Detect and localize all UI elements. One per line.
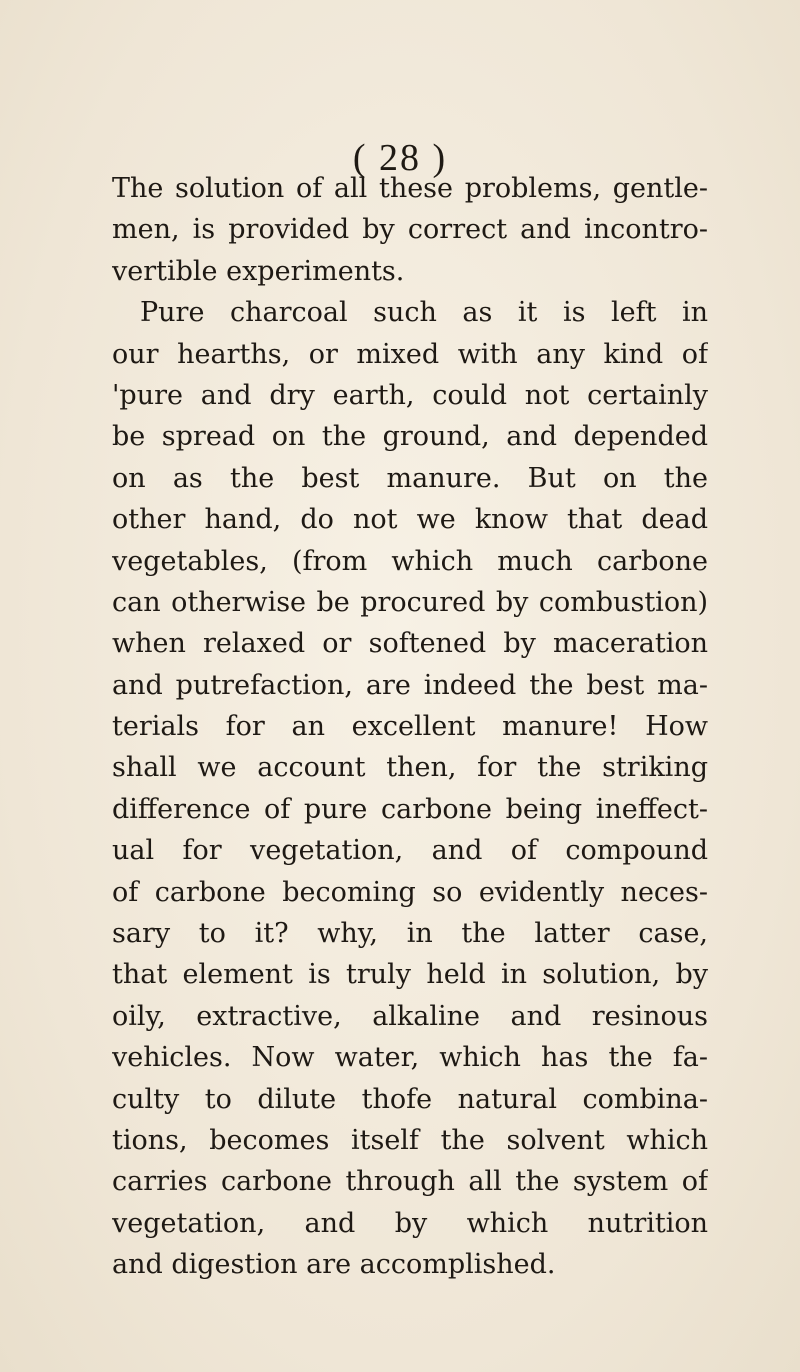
text-line: oily, extractive, alkaline and resinous	[112, 1000, 708, 1032]
text-line: vehicles. Now water, which has the fa-	[112, 1042, 708, 1074]
text-line: terials for an excellent manure! How	[112, 711, 708, 743]
text-line: men, is provided by correct and incontro-	[112, 214, 708, 246]
text-line: 'pure and dry earth, could not certainly	[112, 379, 708, 411]
text-line: The solution of all these problems, gentle-	[112, 173, 708, 204]
text-line: vegetables, (from which much carbone	[112, 545, 708, 577]
body-text	[112, 168, 708, 1286]
text-line: our hearths, or mixed with any kind of	[112, 338, 708, 370]
text-line: on as the best manure. But on the	[112, 462, 708, 494]
text-line: culty to dilute thofe natural combina-	[112, 1083, 708, 1115]
text-line: vegetation, and by which nutrition	[112, 1207, 708, 1239]
text-line: vertible experiments.	[112, 255, 405, 287]
text-line: Pure charcoal such as it is left in	[140, 297, 708, 329]
text-line: when relaxed or softened by maceration	[112, 628, 708, 660]
text-line: difference of pure carbone being ineffect-	[112, 793, 708, 825]
text-line: and digestion are accomplished.	[112, 1249, 556, 1281]
text-line: and putrefaction, are indeed the best ma-	[112, 669, 708, 701]
text-line: other hand, do not we know that dead	[112, 504, 708, 536]
text-line: tions, becomes itself the solvent which	[112, 1124, 708, 1156]
text-line: can otherwise be procured by combustion)	[112, 586, 708, 618]
text-line: shall we account then, for the striking	[112, 752, 708, 784]
text-line: that element is truly held in solution, by	[112, 959, 708, 991]
text-line: sary to it? why, in the latter case,	[112, 918, 708, 950]
text-line: of carbone becoming so evidently neces-	[112, 876, 708, 908]
page-number: ( 28 )	[352, 137, 448, 179]
text-line: ual for vegetation, and of compound	[112, 835, 708, 867]
text-line: carries carbone through all the system of	[112, 1166, 708, 1198]
text-line: be spread on the ground, and depended	[112, 421, 708, 453]
